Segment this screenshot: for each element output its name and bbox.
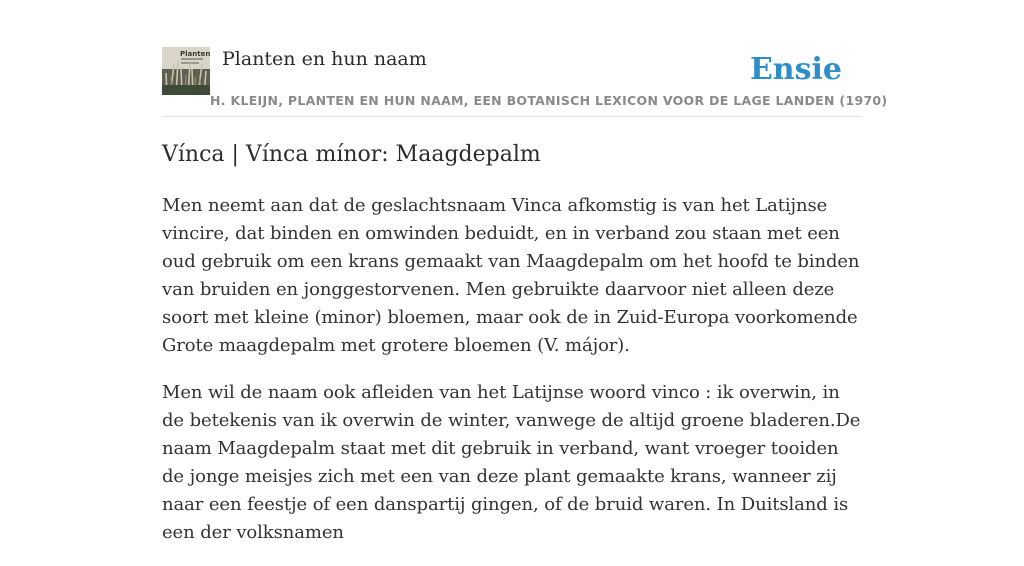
source-thumbnail[interactable] [162,47,210,95]
plant-thumbnail-icon [162,47,210,95]
source-header [162,46,888,117]
ensie-logo[interactable]: Ensie [749,52,842,87]
page-content [162,0,888,543]
source-title[interactable]: Planten en hun naam [222,48,427,70]
entry-body [162,192,862,566]
source-citation: H. KLEIJN, PLANTEN EN HUN NAAM, EEN BOTANISCH LEXICON VOOR DE LAGE LANDEN (1970) [210,93,888,108]
entry-paragraph: Men neemt aan dat de geslachtsnaam Vinca afkomstig is van het Latijnse vincire, dat binden en omwinden beduidt, en in verband zou staan met een oud gebruik om een krans gemaakt van Maagdepalm om het hoofd te binden van bruiden en jonggestorvenen. Men gebruikte daarvoor niet alleen deze soort met kleine (minor) bloemen, maar ook de in Zuid-Europa voorkomende Grote maagdepalm met grotere bloemen (V. májor). [162,195,860,356]
entry-title: Vínca | Vínca mínor: Maagdepalm [162,142,541,167]
thumbnail-cover-text: Planten [180,50,211,58]
entry-paragraph: Men wil de naam ook afleiden van het Latijnse woord vinco : ik overwin, in de betekenis van ik overwin de winter, vanwege de altijd groene bladeren.De naam Maagdepalm staat met dit gebruik in verband, want vroeger tooiden de jonge meisjes zich met een van deze plant gemaakte krans, wanneer zij naar een feestje of een danspartij gingen, of de bruid waren. In Duitsland is een der volksnamen [162,382,861,543]
